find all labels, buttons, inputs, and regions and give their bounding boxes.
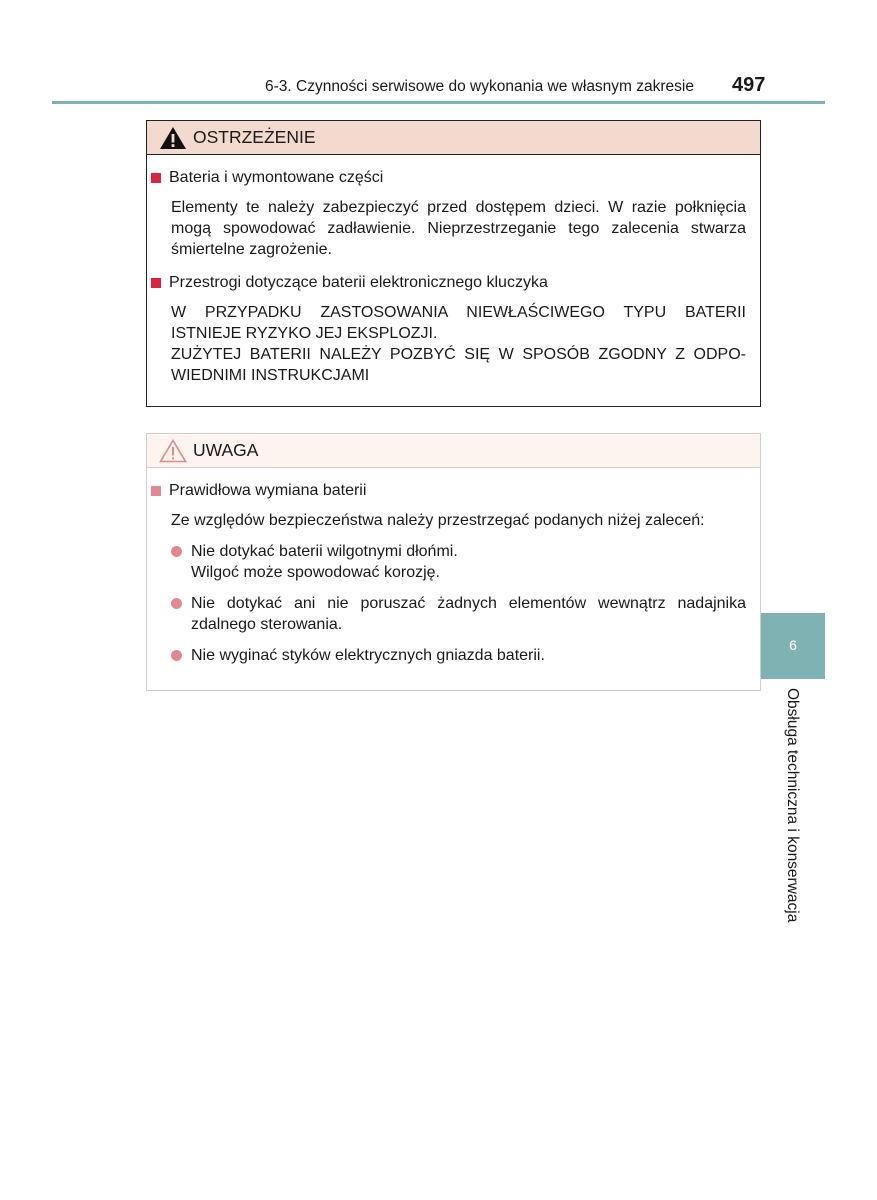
warning-triangle-filled-icon — [159, 126, 187, 150]
list-item-text: Nie dotykać baterii wilgotnymi dłońmi. Wilgoć może spowodować korozję. — [191, 543, 458, 581]
list-item-text: Nie dotykać ani nie poruszać żadnych elementów wewnątrz nadajnika zdalnego sterowania. — [191, 595, 746, 633]
caution-box — [146, 433, 761, 691]
warning-section-heading-text: Bateria i wymontowane części — [169, 169, 384, 186]
chapter-number: 6 — [789, 637, 797, 653]
red-square-icon — [151, 278, 161, 288]
warning-section-heading-text: Przestrogi dotyczące baterii elektronicznego kluczyka — [169, 274, 548, 291]
warning-triangle-outline-icon — [159, 439, 187, 463]
warning-header — [147, 121, 760, 155]
caution-section-heading-text: Prawidłowa wymiana baterii — [169, 482, 367, 499]
warning-section-text: W PRZYPADKU ZASTOSOWANIA NIEWŁAŚCIWEGO TYPU BATERII ISTNIEJE RYZYKO JEJ EKSPLOZJI. ZUŻYTEJ BATERII NALEŻY POZBYĆ SIĘ W SPOSÓB ZGODNY Z ODPO-WIEDNIMI INSTRUKCJAMI — [171, 304, 746, 384]
list-item — [171, 593, 746, 635]
page-number: 497 — [732, 74, 766, 96]
pink-square-icon — [151, 486, 161, 496]
header-divider — [52, 101, 825, 104]
caution-section-heading — [151, 482, 760, 500]
warning-section-heading — [151, 274, 760, 292]
chapter-tab — [761, 613, 825, 679]
warning-box — [146, 120, 761, 407]
caution-title: UWAGA — [193, 440, 259, 460]
warning-section-text: Elementy te należy zabezpieczyć przed dostępem dzieci. W razie połknięcia mogą spowodować zadławienie. Nieprzestrzeganie tego zalecenia stwarza śmiertelne zagrożenie. — [171, 199, 746, 258]
red-square-icon — [151, 173, 161, 183]
chapter-label: Obsługa techniczna i konserwacja — [784, 688, 801, 923]
list-item-text: Nie wyginać styków elektrycznych gniazda baterii. — [191, 647, 545, 664]
bullet-dot-icon — [171, 650, 182, 661]
list-item — [171, 645, 746, 666]
caution-intro: Ze względów bezpieczeństwa należy przestrzegać podanych niżej zaleceń: — [171, 512, 705, 529]
caution-header — [147, 434, 760, 468]
bullet-dot-icon — [171, 546, 182, 557]
warning-title: OSTRZEŻENIE — [193, 127, 316, 147]
section-header-title: 6-3. Czynności serwisowe do wykonania we własnym zakresie — [264, 78, 694, 95]
bullet-dot-icon — [171, 598, 182, 609]
warning-section-heading — [151, 169, 760, 187]
list-item — [171, 541, 746, 583]
